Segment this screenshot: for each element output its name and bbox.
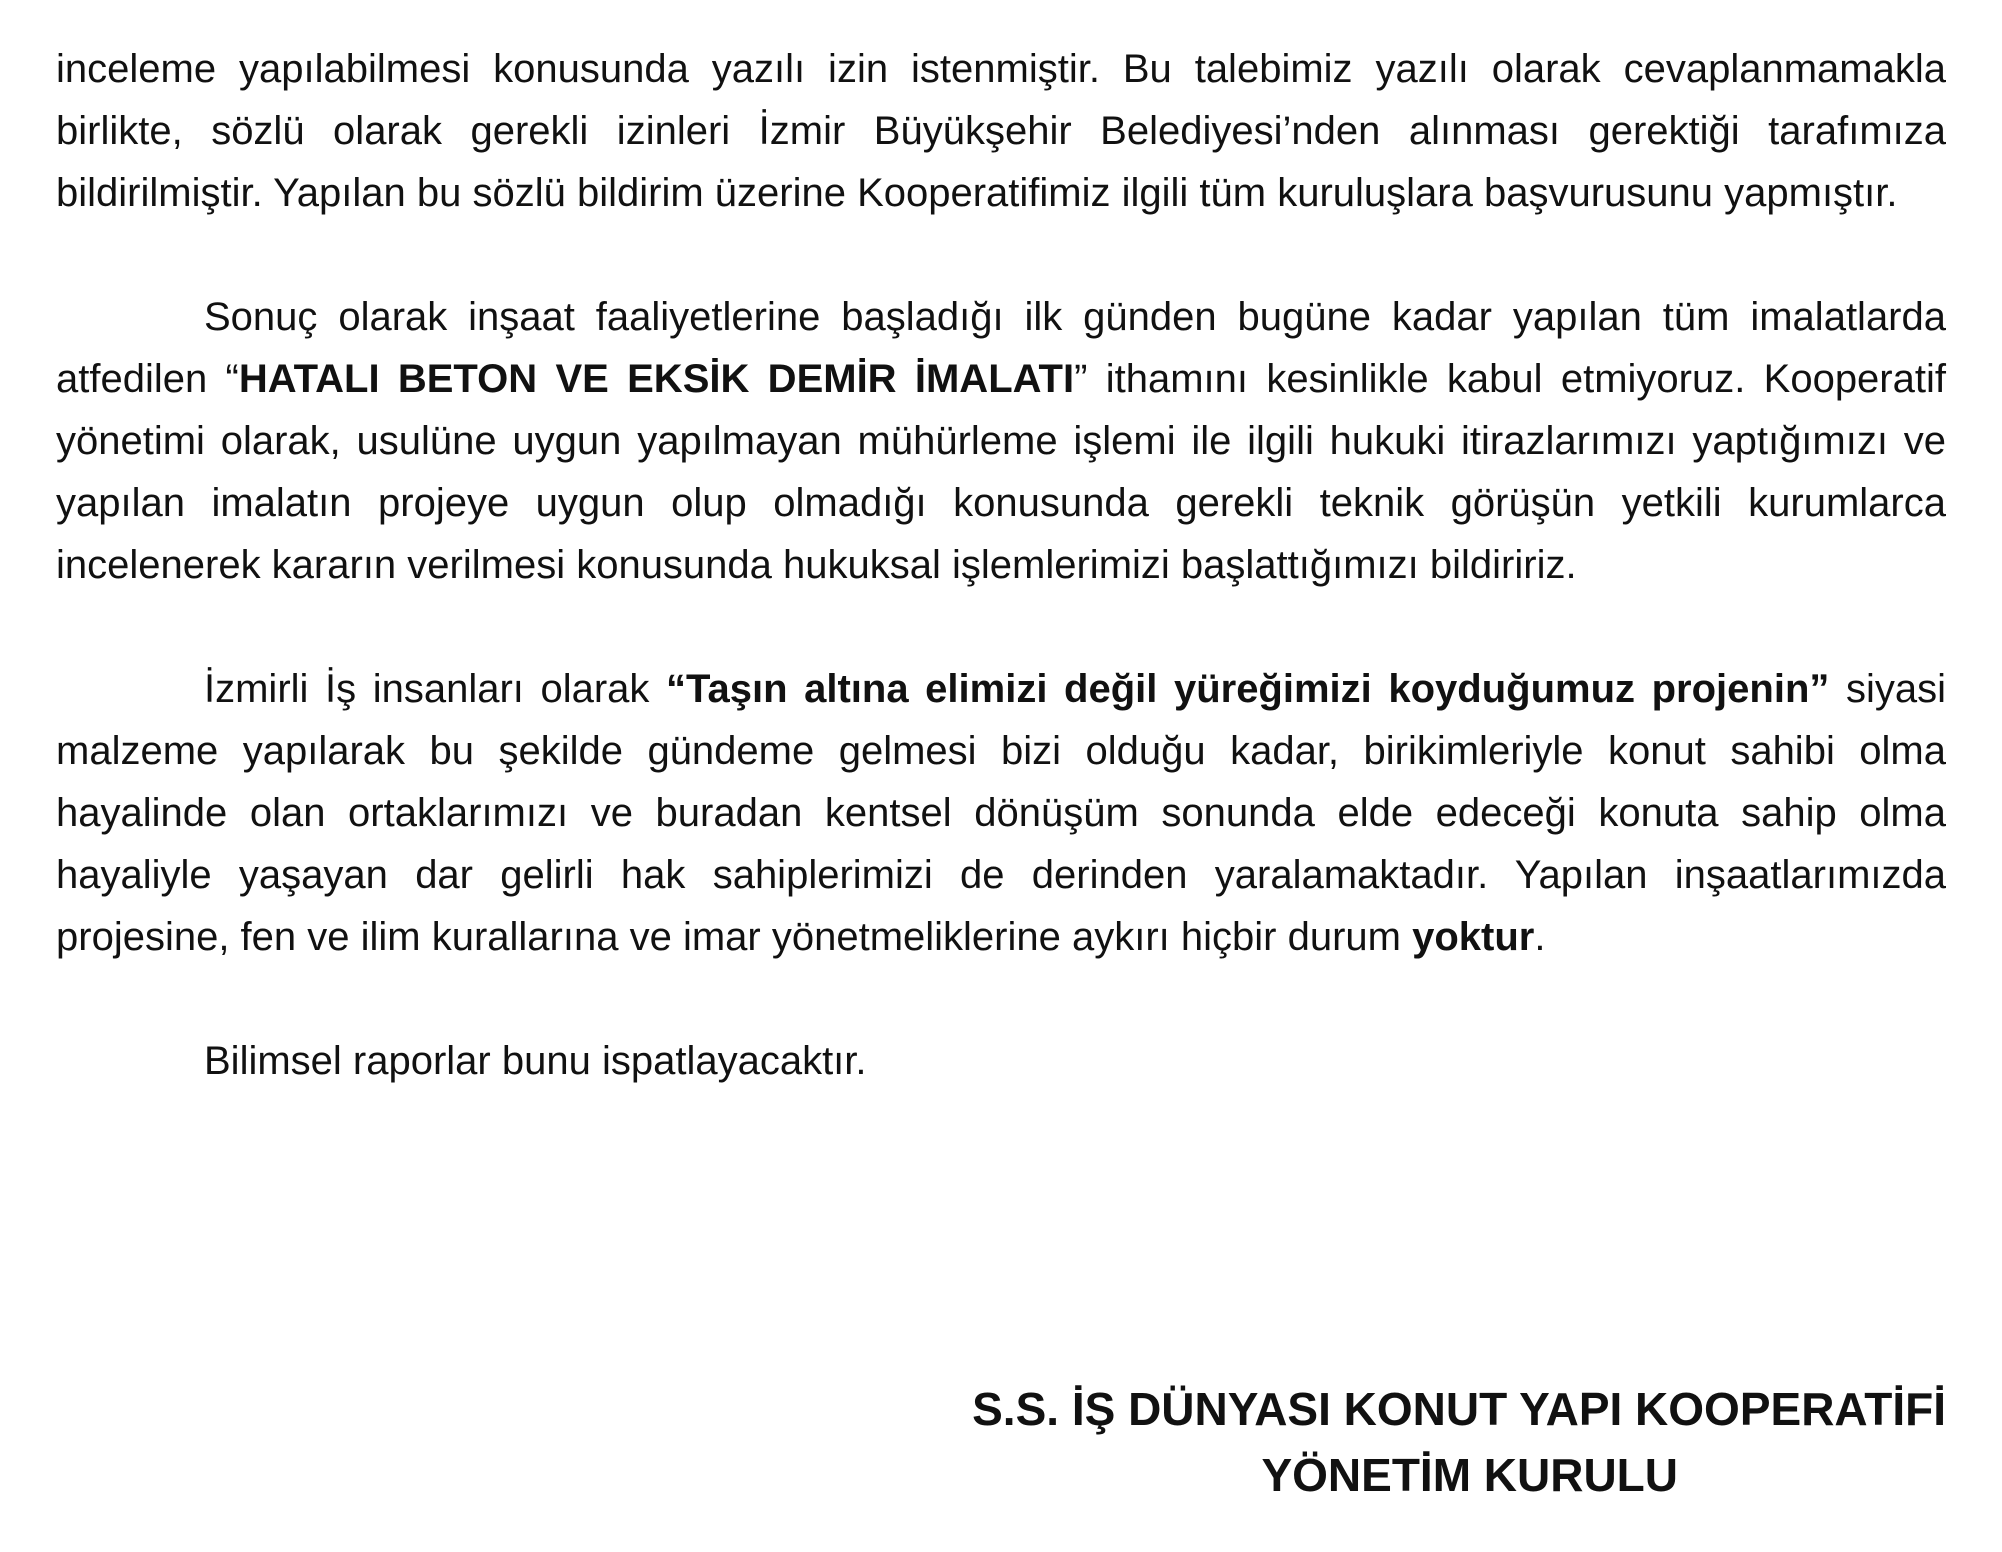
paragraph-text: . <box>1534 915 1546 959</box>
paragraph-scientific-reports: Bilimsel raporlar bunu ispatlayacaktır. <box>204 1039 867 1083</box>
paragraph-rejection-of-claims <box>56 286 1946 596</box>
signature-organization: S.S. İŞ DÜNYASI KONUT YAPI KOOPERATİFİ <box>972 1383 1946 1435</box>
paragraph-text: İzmirli İş insanları olarak <box>204 667 667 711</box>
bold-emphasis-text: yoktur <box>1412 915 1535 959</box>
paragraph-permission-request: inceleme yapılabilmesi konusunda yazılı izin istenmiştir. Bu talebimiz yazılı olarak cevaplanmamakla birlikte, sözlü olarak gerekli izinleri İzmir Büyükşehir Belediyesi’nden alınması gerektiği tarafımıza bildirilmiştir. Yapılan bu sözlü bildirim üzerine Kooperatifimiz ilgili tüm kuruluşlara başvurusunu yapmıştır. <box>56 47 1946 215</box>
paragraph-text: ” ithamını kesinlikle kabul etmiyoruz. Kooperatif yönetimi olarak, usulüne uygun yapılmayan mühürleme işlemi ile ilgili hukuki itirazlarımızı yaptığımızı ve yapılan imalatın projeye uygun olup olmadığı konusunda gerekli teknik görüşün yetkili kurumlarca incelenerek kararın verilmesi konusunda hukuksal işlemlerimizi başlattığımızı bildiririz. <box>56 357 1946 587</box>
signature-board: YÖNETİM KURULU <box>1261 1449 1678 1501</box>
paragraph-project-statement <box>56 658 1946 968</box>
signature-block <box>56 1376 1946 1508</box>
bold-claim-text: HATALI BETON VE EKSİK DEMİR İMALATI <box>238 357 1075 401</box>
paragraph-text: Sonuç olarak inşaat faaliyetlerine başladığı ilk günden bugüne kadar yapılan tüm imalatlarda atfedilen “ <box>56 295 1946 401</box>
paragraph-text: siyasi malzeme yapılarak bu şekilde gündeme gelmesi bizi olduğu kadar, birikimleriyle konut sahibi olma hayalinde olan ortaklarımızı ve buradan kentsel dönüşüm sonunda elde edeceği konuta sahip olma hayaliyle yaşayan dar gelirli hak sahiplerimizi de derinden yaralamaktadır. Yapılan inşaatlarımızda projesine, fen ve ilim kurallarına ve imar yönetmeliklerine aykırı hiçbir durum <box>56 667 1946 959</box>
bold-quote-text: “Taşın altına elimizi değil yüreğimizi koyduğumuz projenin” <box>666 667 1830 711</box>
document-body <box>56 38 1946 1154</box>
